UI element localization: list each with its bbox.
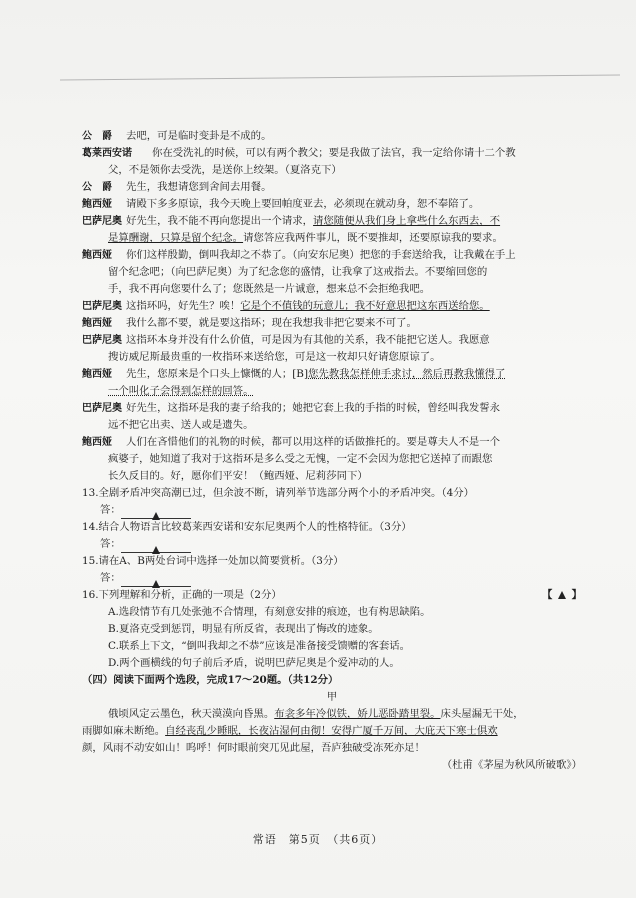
speaker: 巴萨尼奥 bbox=[82, 216, 122, 227]
passage-content: 公 爵 去吧，可是临时变卦是不成的。 葛莱西安诺 你在受洗礼的时候，可以有两个教父；要是我做了法官，我一定给你请十二个教 父，不是领你去受洗，是送你上绞架。（夏洛克下） 公 爵 先生，我想请您到舍间去用餐。 鲍西娅 请殿下多多原谅，我今天晚上要回帕度亚去，必须现在就动身，恕不奉陪了。 巴萨尼奥 好先生，我不能不再向您提出一个请求，请您随便从我们身上拿些什么东西去，不 是算酬谢，只算是留个纪念。请您答应我两件事儿，既不要推却，还要原谅我的要求。 鲍西娅 你们这样殷勤，倒叫我却之不恭了。（向安东尼奥）把您的手套送给我，让我戴在手上 留个纪念吧；（向巴萨尼奥）为了纪念您的盛情，让我拿了这戒指去。不要缩回您的 手，我不再向您要什么了；您既然是一片诚意，想来总不会拒绝我吧。 巴萨尼奥 这指环吗，好先生？唉！它是个不值钱的玩意儿；我不好意思把这东西送给您。 鲍西娅 我什么都不要，就是要这指环；现在我想我非把它要来不可了。 巴萨尼奥 这指环本身并没有什么价值，可是因为有其他的关系，我不能把它送人。我愿意 搜访威尼斯最贵重的一枚指环来送给您，可是这一枚却只好请您原谅了。 鲍西娅 先生，您原来是个口头上慷慨的人；[B]您先教我怎样伸手求讨，然后再教我懂得了 一个叫化子会得到怎样的回答。 巴萨尼奥 好先生，这指环是我的妻子给我的；她把它套上我的手指的时候，曾经叫我发誓永 远不把它出卖、送人或是遗失。 鲍西娅 人们在吝惜他们的礼物的时候，都可以用这样的话做推托的。要是尊夫人不是一个 疯婆子，她知道了我对于这指环是多么受之无愧，一定不会因为您把它送掉了而跟您 长久反目的。好，愿你们平安！（鲍西娅、尼莉莎同下） 13.全剧矛盾冲突高潮已过，但余波不断，请列举节选部分两个小的矛盾冲突。（4分） 答： 14.结合人物语言比较葛莱西安诺和安东尼奥两个人的性格特征。（3分） 答： 15.请在A、B两处台词中选择一处加以简要赏析。（3分） 答： 16.下列理解和分析，正确的一项是（2分） 【 】 A.选段情节有几处张弛不合情理，有刻意安排的痕迹，也有构思缺陷。 B.夏洛克受到惩罚，明显有所反省，表现出了悔改的迹象。 C.联系上下文，“倒叫我却之不恭”应该是准备接受馈赠的客套话。 D.两个画横线的句子前后矛盾，说明巴萨尼奥是个爱冲动的人。 （四）阅读下面两个选段，完成17～20题。（共12分） 甲 俄顷风定云墨色，秋天漠漠向昏黑。布衾多年冷似铁，娇儿恶卧踏里裂。床头屋漏无干处， 雨脚如麻未断绝。自经丧乱少睡眠，长夜沾湿何由彻！安得广厦千万间，大庇天下寒士俱欢 颜，风雨不动安如山！呜呼！何时眼前突兀见此屋，吾庐独破受冻死亦足！ （杜甫《茅屋为秋风所破歌》） bbox=[82, 128, 582, 774]
speaker: 鲍西娅 bbox=[82, 250, 112, 261]
answer-blank[interactable]: 答： bbox=[82, 536, 582, 553]
speaker: 巴萨尼奥 bbox=[82, 403, 122, 414]
dialogue-line: 巴萨尼奥 好先生，这指环是我的妻子给我的；她把它套上我的手指的时候，曾经叫我发誓永 bbox=[82, 400, 582, 417]
option-a: A.选段情节有几处张弛不合情理，有刻意安排的痕迹，也有构思缺陷。 bbox=[108, 606, 431, 618]
passage-label: 甲 bbox=[326, 691, 338, 703]
triangle-icon bbox=[558, 591, 566, 599]
answer-blank[interactable]: 答： bbox=[82, 502, 582, 519]
poem-line: 俄顷风定云墨色，秋天漠漠向昏黑。布衾多年冷似铁，娇儿恶卧踏里裂。床头屋漏无干处， bbox=[108, 708, 524, 720]
option-c: C.联系上下文，“倒叫我却之不恭”应该是准备接受馈赠的客套话。 bbox=[108, 640, 411, 652]
header-rule bbox=[60, 75, 620, 81]
dialogue-line: 鲍西娅 我什么都不要，就是要这指环；现在我想我非把它要来不可了。 bbox=[82, 315, 582, 332]
option-b: B.夏洛克受到惩罚，明显有所反省，表现出了悔改的迹象。 bbox=[108, 623, 379, 635]
answer-blank[interactable]: 答： bbox=[82, 570, 582, 587]
speaker: 公 爵 bbox=[82, 182, 112, 193]
dialogue-line: 公 爵 去吧，可是临时变卦是不成的。 bbox=[82, 128, 582, 145]
speaker: 鲍西娅 bbox=[82, 318, 112, 329]
dialogue-line: 葛莱西安诺 你在受洗礼的时候，可以有两个教父；要是我做了法官，我一定给你请十二个教 bbox=[82, 145, 582, 162]
dialogue-line: 巴萨尼奥 好先生，我不能不再向您提出一个请求，请您随便从我们身上拿些什么东西去，不 bbox=[82, 213, 582, 230]
option-d: D.两个画横线的句子前后矛盾，说明巴萨尼奥是个爱冲动的人。 bbox=[108, 657, 400, 669]
speaker: 巴萨尼奥 bbox=[82, 301, 122, 312]
question-13: 13.全剧矛盾冲突高潮已过，但余波不断，请列举节选部分两个小的矛盾冲突。（4分） bbox=[82, 487, 474, 499]
speaker: 葛莱西安诺 bbox=[82, 148, 132, 159]
question-16: 16.下列理解和分析，正确的一项是（2分） 【 】 bbox=[82, 587, 582, 604]
dialogue-line: 鲍西娅 你们这样殷勤，倒叫我却之不恭了。（向安东尼奥）把您的手套送给我，让我戴在手上 bbox=[82, 247, 582, 264]
section-heading: （四）阅读下面两个选段，完成17～20题。（共12分） bbox=[82, 674, 339, 686]
dialogue-line: 巴萨尼奥 这指环本身并没有什么价值，可是因为有其他的关系，我不能把它送人。我愿意 bbox=[82, 332, 582, 349]
poem-source: （杜甫《茅屋为秋风所破歌》） bbox=[441, 759, 582, 771]
dialogue-line: 公 爵 先生，我想请您到舍间去用餐。 bbox=[82, 179, 582, 196]
speaker: 鲍西娅 bbox=[82, 369, 112, 380]
poem-line: 雨脚如麻未断绝。自经丧乱少睡眠，长夜沾湿何由彻！安得广厦千万间，大庇天下寒士俱欢 bbox=[82, 725, 498, 737]
answer-bracket[interactable]: 【 】 bbox=[541, 589, 582, 601]
page-footer: 常语 第5页 （共6页） bbox=[252, 833, 384, 846]
dialogue-line: 鲍西娅 先生，您原来是个口头上慷慨的人；[B]您先教我怎样伸手求讨，然后再教我懂得了 bbox=[82, 366, 582, 383]
poem-line: 颜，风雨不动安如山！呜呼！何时眼前突兀见此屋，吾庐独破受冻死亦足！ bbox=[82, 742, 425, 754]
speaker: 公 爵 bbox=[82, 131, 112, 142]
dialogue-line: 鲍西娅 请殿下多多原谅，我今天晚上要回帕度亚去，必须现在就动身，恕不奉陪了。 bbox=[82, 196, 582, 213]
question-14: 14.结合人物语言比较葛莱西安诺和安东尼奥两个人的性格特征。（3分） bbox=[82, 521, 412, 533]
question-15: 15.请在A、B两处台词中选择一处加以简要赏析。（3分） bbox=[82, 555, 344, 567]
speaker: 鲍西娅 bbox=[82, 437, 112, 448]
dialogue-line: 鲍西娅 人们在吝惜他们的礼物的时候，都可以用这样的话做推托的。要是尊夫人不是一个 bbox=[82, 434, 582, 451]
dialogue-line: 巴萨尼奥 这指环吗，好先生？唉！它是个不值钱的玩意儿；我不好意思把这东西送给您。 bbox=[82, 298, 582, 315]
speaker: 巴萨尼奥 bbox=[82, 335, 122, 346]
speaker: 鲍西娅 bbox=[82, 199, 112, 210]
